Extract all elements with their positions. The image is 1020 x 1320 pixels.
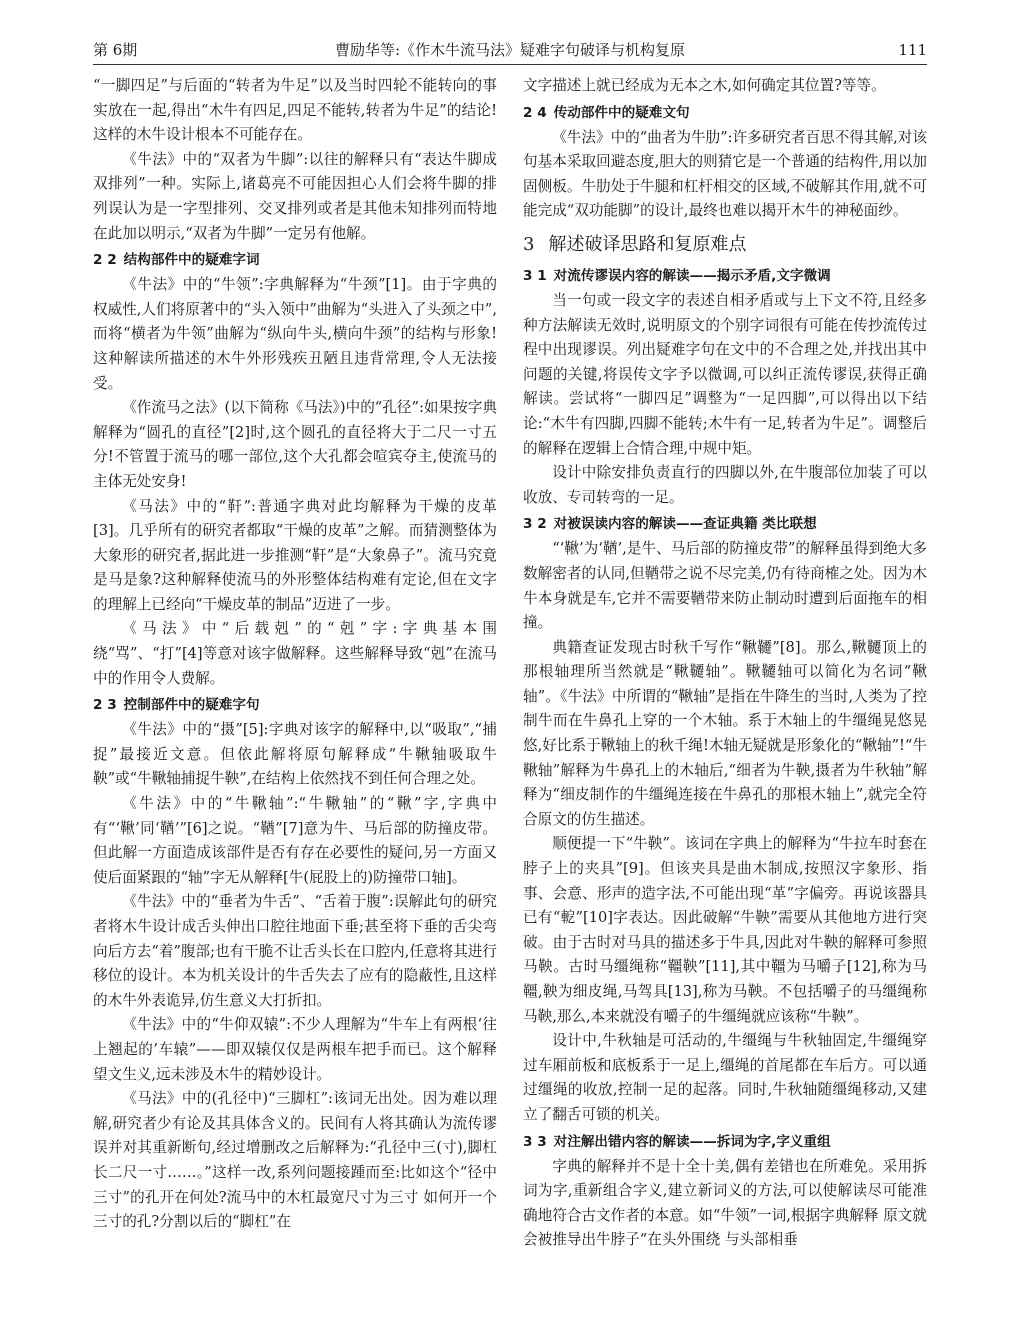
page-number: 111 bbox=[898, 41, 927, 59]
section-heading bbox=[523, 230, 927, 260]
subsection-heading bbox=[523, 512, 927, 536]
heading-text: 对被误读内容的解读——查证典籍 类比联想 bbox=[553, 516, 817, 533]
subsection-heading bbox=[523, 1130, 927, 1154]
running-header bbox=[93, 40, 927, 66]
heading-number: 3 bbox=[523, 233, 535, 255]
paragraph: 《牛法》中的“摄”[5]:字典对该字的解释中,以“吸取”,“捕捉”最接近文意。但依此解将原句解释成“牛鞦轴吸取牛鞅”或“牛鞦轴捕捉牛鞅”,在结构上依然找不到任何合理之处。 bbox=[93, 721, 497, 788]
paragraph: 设计中除安排负责直行的四脚以外,在牛腹部位加装了可以收放、专司转弯的一足。 bbox=[523, 464, 927, 506]
heading-text: 结构部件中的疑难字词 bbox=[123, 252, 260, 269]
right-column bbox=[523, 74, 927, 1253]
paragraph: 《作流马之法》(以下简称《马法》)中的“孔径”:如果按字典解释为“圆孔的直径”[2]时,这个圆孔的直径将大于二尺一寸五分!不管置于流马的哪一部位,这个大孔都会喧宾夺主,使流马的主体无处安身! bbox=[93, 399, 497, 490]
subsection-heading bbox=[93, 248, 497, 272]
paragraph: 文字描述上就已经成为无本之木,如何确定其位置?等等。 bbox=[523, 77, 886, 94]
heading-text: 传动部件中的疑难文句 bbox=[553, 104, 690, 121]
paragraph: 《马法》中的(孔径中)“三脚杠”:该词无出处。因为难以理解,研究者少有论及其具体含义的。民间有人将其确认为流传谬误并对其重新断句,经过增删改之后解释为:“孔径中三(寸),脚杠长二尺一寸……。”这样一改,系列问题接踵而至:比如这个“径中三寸”的孔开在何处?流马中的木杠最宽尺寸为三寸 如何开一个三寸的孔?分割以后的“脚杠”在 bbox=[93, 1090, 497, 1231]
header-rule bbox=[93, 64, 927, 65]
paragraph: 《牛法》中的“垂者为牛舌”、“舌着于腹”:误解此句的研究者将木牛设计成舌头伸出口腔往地面下垂;甚至将下垂的舌尖弯向后方去“着”腹部;也有干脆不让舌头长在口腔内,任意将其进行移位的设计。本为机关设计的牛舌失去了应有的隐蔽性,且这样的木牛外表诡异,仿生意义大打折扣。 bbox=[93, 893, 497, 1009]
paragraph: 《马法》中“后载剋”的“剋”字:字典基本围绕“骂”、“打”[4]等意对该字做解释。这些解释导致“剋”在流马中的作用令人费解。 bbox=[93, 620, 497, 687]
running-title: 曹励华等:《作木牛流马法》疑难字句破译与机构复原 bbox=[334, 41, 686, 59]
paragraph: 《牛法》中的“双者为牛脚”:以往的解释只有“表达牛脚成双排列”一种。实际上,诸葛亮不可能因担心人们会将牛脚的排列误认为是一字型排列、交叉排列或者是其他未知排列而特地在此加以明示,“双者为牛脚”一定另有他解。 bbox=[93, 150, 497, 242]
heading-text: 对流传谬误内容的解读——揭示矛盾,文字微调 bbox=[553, 267, 831, 284]
paragraph: 典籍查证发现古时秋千写作“鞦韆”[8]。那么,鞦韆顶上的那根轴理所当然就是“鞦韆轴”。鞦韆轴可以简化为名词“鞦轴”。《牛法》中所谓的“鞦轴”是指在牛降生的当时,人类为了控制牛而在牛鼻孔上穿的一个木轴。系于木轴上的牛缰绳晃悠晃悠,好比系于鞦轴上的秋千绳!木轴无疑就是形象化的“鞦轴”!“牛鞦轴”解释为牛鼻孔上的木轴后,“细者为牛鞅,摄者为牛秋轴”解释为“细皮制作的牛缰绳连接在牛鼻孔的那根木轴上”,就完全符合原文的仿生描述。 bbox=[523, 638, 927, 828]
paragraph: “一脚四足”与后面的“转者为牛足”以及当时四轮不能转向的事实放在一起,得出“木牛有四足,四足不能转,转者为牛足”的结论!这样的木牛设计根本不可能存在。 bbox=[93, 77, 497, 144]
heading-number: 2 4 bbox=[523, 104, 547, 121]
heading-number: 3 2 bbox=[523, 516, 547, 533]
paragraph: 《牛法》中的“牛仰双辕”:不少人理解为“牛车上有两根‘往上翘起的’车辕”——即双辕仅仅是两根车把手而已。这个解释望文生义,远未涉及木牛的精妙设计。 bbox=[93, 1016, 497, 1083]
paragraph: 设计中,牛秋轴是可活动的,牛缰绳与牛秋轴固定,牛缰绳穿过车厢前板和底板系于一足上,缰绳的首尾都在车后方。可以通过缰绳的收放,控制一足的起落。同时,牛秋轴随缰绳移动,又建立了翻舌可锁的机关。 bbox=[523, 1032, 927, 1123]
subsection-heading bbox=[523, 264, 927, 288]
subsection-heading bbox=[523, 101, 927, 125]
heading-number: 2 3 bbox=[93, 697, 117, 714]
paragraph: 《牛法》中的“曲者为牛肋”:许多研究者百思不得其解,对该句基本采取回避态度,胆大的则猜它是一个普通的结构件,用以加固侧板。牛肋处于牛腿和杠杆相交的区域,不破解其作用,就不可能完成“双功能脚”的设计,最终也难以揭开木牛的神秘面纱。 bbox=[523, 128, 927, 220]
paragraph: 字典的解释并不是十全十美,偶有差错也在所难免。采用拆词为字,重新组合字义,建立新词义的方法,可以使解读尽可能准确地符合古文作者的本意。如“牛领”一词,根据字典解释 原文就会被推导出牛脖子“在头外围绕 与头部相垂 bbox=[523, 1157, 927, 1249]
heading-text: 解述破译思路和复原难点 bbox=[548, 233, 747, 255]
heading-text: 对注解出错内容的解读——拆词为字,字义重组 bbox=[553, 1133, 831, 1150]
paragraph: 《马法》中的“靬”:普通字典对此均解释为干燥的皮革[3]。几乎所有的研究者都取“干燥的皮革”之解。而猜测整体为大象形的研究者,据此进一步推测“靬”是“大象鼻子”。流马究竟是马是象?这种解释使流马的外形整体结构难有定论,但在文字的理解上已经向“干燥皮革的制品”迈进了一步。 bbox=[93, 497, 497, 613]
paragraph: 《牛法》中的“牛鞦轴”:“牛鞦轴”的“鞦”字,字典中有“‘鞦’同‘鞧’”[6]之说。“鞧”[7]意为牛、马后部的防撞皮带。但此解一方面造成该部件是否有存在必要性的疑问,另一方面又使后面紧跟的“轴”字无从解释[牛(屁股上的)防撞带口轴]。 bbox=[93, 795, 497, 886]
issue-label: 第 6期 bbox=[93, 41, 138, 59]
heading-number: 3 3 bbox=[523, 1133, 547, 1150]
heading-number: 2 2 bbox=[93, 252, 117, 269]
paragraph: 顺便提一下“牛鞅”。该词在字典上的解释为“牛拉车时套在脖子上的夹具”[9]。但该夹具是曲木制成,按照汉字象形、指事、会意、形声的造字法,不可能出现“革”字偏旁。再说该器具已有“軶”[10]字表达。因此破解“牛鞅”需要从其他地方进行突破。由于古时对马具的描述多于牛具,因此对牛鞅的解释可参照马鞅。古时马缰绳称“韁鞅”[11],其中韁为马嚼子[12],称为马韁,鞅为细皮绳,马驾具[13],称为马鞅。不包括嚼子的马缰绳称马鞅,那么,本来就没有嚼子的牛缰绳就应该称“牛鞅”。 bbox=[523, 835, 927, 1025]
heading-text: 控制部件中的疑难字句 bbox=[123, 697, 260, 714]
paragraph: 当一句或一段文字的表述自相矛盾或与上下文不符,且经多种方法解读无效时,说明原文的个别字词很有可能在传抄流传过程中出现谬误。列出疑难字句在文中的不合理之处,并找出其中问题的关键,将误传文字予以微调,可以纠正流传谬误,获得正确解读。尝试将“一脚四足”调整为“一足四脚”,可以得出以下结论:“木牛有四脚,四脚不能转;木牛有一足,转者为牛足”。调整后的解释在逻辑上合情合理,中规中矩。 bbox=[523, 291, 927, 457]
paragraph: “‘鞦’为‘鞧’,是牛、马后部的防撞皮带”的解释虽得到绝大多数解密者的认同,但鞧带之说不尽完美,仍有待商榷之处。因为木牛本身就是车,它并不需要鞧带来防止制动时遭到后面拖车的相撞。 bbox=[523, 540, 927, 632]
paragraph: 《牛法》中的“牛领”:字典解释为“牛颈”[1]。由于字典的权威性,人们将原著中的“头入领中”曲解为“头进入了头颈之中”,而将“横者为牛领”曲解为“纵向牛头,横向牛颈”的结构与形象!这种解读所描述的木牛外形残疾丑陋且违背常理,令人无法接受。 bbox=[93, 276, 497, 392]
subsection-heading bbox=[93, 693, 497, 717]
heading-number: 3 1 bbox=[523, 267, 547, 284]
left-column bbox=[93, 74, 497, 1235]
